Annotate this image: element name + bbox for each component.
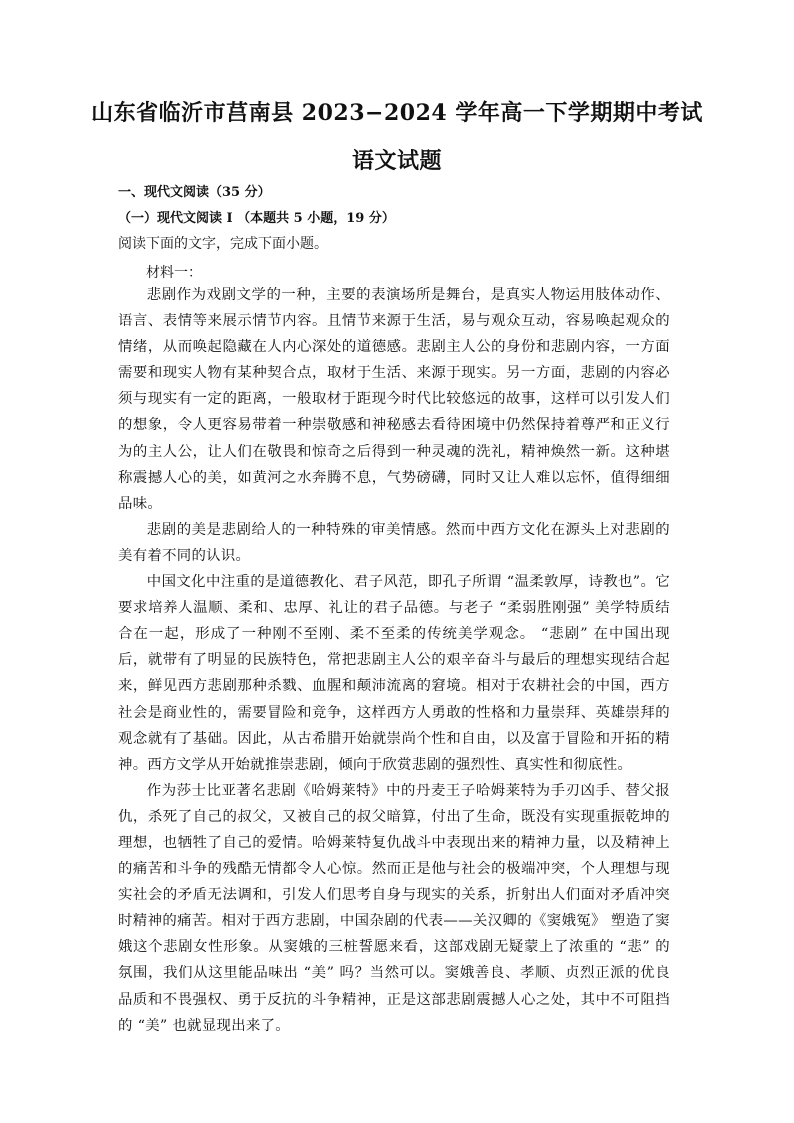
exam-subtitle: 语文试题	[351, 148, 442, 174]
paragraph: 作为莎士比亚著名悲剧《哈姆莱特》中的丹麦王子哈姆莱特为手刃凶手、替父报仇，杀死了自己的叔父，又被自己的叔父暗算，付出了生命，既没有实现重振乾坤的理想，也牺牲了自己的爱情。哈姆莱特复仇战斗中表现出来的精神力量，以及精神上的痛苦和斗争的残酷无情都令人心惊。然而正是他与社会的极端冲突，个人理想与现实社会的矛盾无法调和，引发人们思考自身与现实的关系，折射出人们面对矛盾冲突时精神的痛苦。相对于西方悲剧，中国杂剧的代表——关汉卿的《窦娥冤》 塑造了窦娥这个悲剧女性形象。从窦娥的三桩誓愿来看，这部戏剧无疑蒙上了浓重的 “悲” 的氛围，我们从这里能品味出 “美” 吗？当然可以。窦娥善良、孝顺、贞烈正派的优良品质和不畏强权、勇于反抗的斗争精神，正是这部悲剧震撼人心之处，其中不可阻挡的 “美” 也就显现出来了。	[118, 782, 670, 1034]
passage-body	[118, 282, 670, 1039]
exam-title: 山东省临沂市莒南县 2023−2024 学年高一下学期期中考试	[91, 100, 703, 126]
paragraph: 中国文化中注重的是道德教化、君子风范，即孔子所谓 “温柔敦厚，诗教也”。它要求培养人温顺、柔和、忠厚、礼让的君子品德。与老子 “柔弱胜刚强” 美学特质结合在一起，形成了一种刚不至刚、柔不至柔的传统美学观念。 “悲剧” 在中国出现后，就带有了明显的民族特色，常把悲剧主人公的艰辛奋斗与最后的理想实现结合起来，鲜见西方悲剧那种杀戮、血腥和颠沛流离的窘境。相对于农耕社会的中国，西方社会是商业性的，需要冒险和竞争，这样西方人勇敢的性格和力量崇拜、英雄崇拜的观念就有了基础。因此，从古希腊开始就崇尚个性和自由，以及富于冒险和开拓的精神。西方文学从开始就推崇悲剧，倾向于欣赏悲剧的强烈性、真实性和彻底性。	[118, 574, 670, 773]
reading-instruction: 阅读下面的文字，完成下面小题。	[118, 236, 328, 252]
material-label: 材料一：	[146, 265, 202, 281]
paragraph: 悲剧的美是悲剧给人的一种特殊的审美情感。然而中西方文化在源头上对悲剧的美有着不同的认识。	[118, 521, 670, 564]
section-heading: 一、现代文阅读（35 分）	[118, 185, 271, 200]
paragraph: 悲剧作为戏剧文学的一种，主要的表演场所是舞台，是真实人物运用肢体动作、语言、表情等来展示情节内容。且情节来源于生活，易与观众互动，容易唤起观众的情绪，从而唤起隐藏在人内心深处的道德感。悲剧主人公的身份和悲剧内容，一方面需要和现实人物有某种契合点，取材于生活、来源于现实。另一方面，悲剧的内容必须与现实有一定的距离，一般取材于距现今时代比较悠远的故事，这样可以引发人们的想象，令人更容易带着一种崇敬感和神秘感去看待困境中仍然保持着尊严和正义行为的主人公，让人们在敬畏和惊奇之后得到一种灵魂的洗礼，精神焕然一新。这种堪称震撼人心的美，如黄河之水奔腾不息，气势磅礴，同时又让人难以忘怀，值得细细品味。	[118, 287, 670, 512]
subsection-heading: （一）现代文阅读 I （本题共 5 小题，19 分）	[118, 211, 395, 226]
